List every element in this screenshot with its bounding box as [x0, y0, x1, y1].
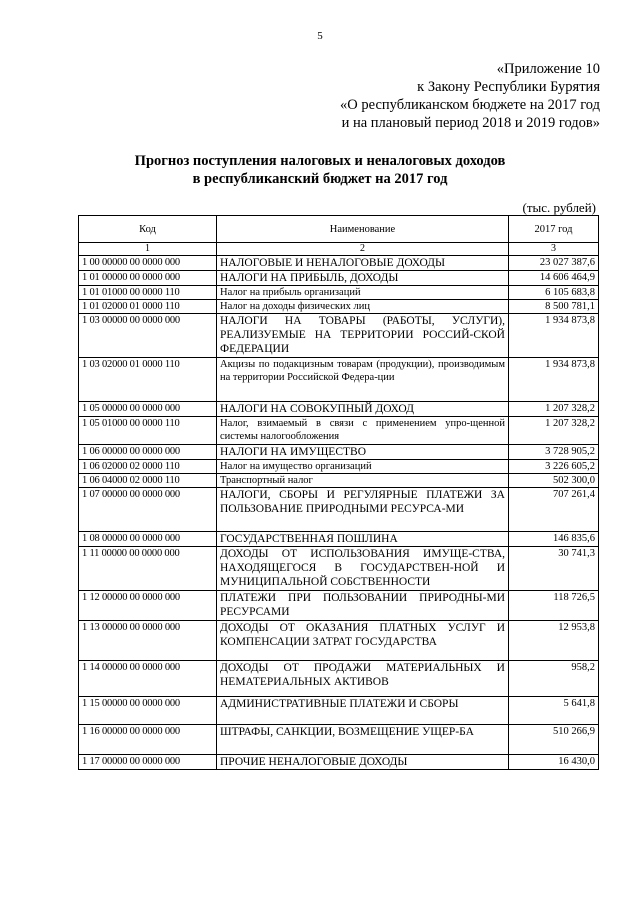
row-value: 146 835,6: [509, 532, 599, 547]
header-code: Код: [79, 216, 217, 243]
row-name: НАЛОГИ НА ПРИБЫЛЬ, ДОХОДЫ: [217, 271, 509, 286]
column-number: 3: [509, 243, 599, 256]
row-code: 1 13 00000 00 0000 000: [79, 621, 217, 661]
appendix-line: «Приложение 10: [496, 61, 600, 77]
row-code: 1 01 01000 00 0000 110: [79, 286, 217, 300]
table-row: [79, 460, 599, 474]
row-code: 1 01 00000 00 0000 000: [79, 271, 217, 286]
row-name: ДОХОДЫ ОТ ИСПОЛЬЗОВАНИЯ ИМУЩЕ-СТВА, НАХОДЯЩЕГОСЯ В ГОСУДАРСТВЕН-НОЙ И МУНИЦИПАЛЬНОЙ СОБСТВЕННОСТИ: [217, 547, 509, 591]
row-name: ПРОЧИЕ НЕНАЛОГОВЫЕ ДОХОДЫ: [217, 755, 509, 770]
row-name: НАЛОГИ, СБОРЫ И РЕГУЛЯРНЫЕ ПЛАТЕЖИ ЗА ПОЛЬЗОВАНИЕ ПРИРОДНЫМИ РЕСУРСА-МИ: [217, 488, 509, 532]
row-code: 1 03 00000 00 0000 000: [79, 314, 217, 358]
table-row: [79, 725, 599, 755]
row-code: 1 17 00000 00 0000 000: [79, 755, 217, 770]
row-code: 1 12 00000 00 0000 000: [79, 591, 217, 621]
table-row: [79, 661, 599, 697]
row-name: Налог на доходы физических лиц: [217, 300, 509, 314]
appendix-line: «О республиканском бюджете на 2017 год: [340, 97, 600, 113]
row-name: Налог на прибыль организаций: [217, 286, 509, 300]
row-name: ГОСУДАРСТВЕННАЯ ПОШЛИНА: [217, 532, 509, 547]
row-code: 1 00 00000 00 0000 000: [79, 256, 217, 271]
table-row: [79, 417, 599, 445]
row-value: 510 266,9: [509, 725, 599, 755]
row-code: 1 06 04000 02 0000 110: [79, 474, 217, 488]
row-code: 1 07 00000 00 0000 000: [79, 488, 217, 532]
table-row: [79, 256, 599, 271]
table-row: [79, 358, 599, 402]
table-row: [79, 621, 599, 661]
table-row: [79, 532, 599, 547]
row-code: 1 01 02000 01 0000 110: [79, 300, 217, 314]
table-row: [79, 286, 599, 300]
row-value: 23 027 387,6: [509, 256, 599, 271]
row-code: 1 03 02000 01 0000 110: [79, 358, 217, 402]
row-value: 1 934 873,8: [509, 314, 599, 358]
row-name: Транспортный налог: [217, 474, 509, 488]
row-name: Налог на имущество организаций: [217, 460, 509, 474]
row-value: 958,2: [509, 661, 599, 697]
title-line: Прогноз поступления налоговых и неналоговых доходов: [134, 153, 506, 169]
row-value: 118 726,5: [509, 591, 599, 621]
row-value: 1 207 328,2: [509, 402, 599, 417]
table-row: [79, 271, 599, 286]
row-value: 707 261,4: [509, 488, 599, 532]
row-value: 1 207 328,2: [509, 417, 599, 445]
row-name: ДОХОДЫ ОТ ОКАЗАНИЯ ПЛАТНЫХ УСЛУГ И КОМПЕНСАЦИИ ЗАТРАТ ГОСУДАРСТВА: [217, 621, 509, 661]
table-row: [79, 697, 599, 725]
column-number-row: [79, 243, 599, 256]
row-code: 1 06 00000 00 0000 000: [79, 445, 217, 460]
table-header-row: [79, 216, 599, 243]
title-line: в республиканский бюджет на 2017 год: [192, 171, 448, 187]
appendix-header: [340, 60, 600, 132]
table-row: [79, 300, 599, 314]
table-row: [79, 474, 599, 488]
row-value: 16 430,0: [509, 755, 599, 770]
table-row: [79, 402, 599, 417]
row-value: 6 105 683,8: [509, 286, 599, 300]
row-code: 1 05 00000 00 0000 000: [79, 402, 217, 417]
row-value: 502 300,0: [509, 474, 599, 488]
header-name: Наименование: [217, 216, 509, 243]
row-value: 8 500 781,1: [509, 300, 599, 314]
table-row: [79, 445, 599, 460]
row-code: 1 05 01000 00 0000 110: [79, 417, 217, 445]
row-name: АДМИНИСТРАТИВНЫЕ ПЛАТЕЖИ И СБОРЫ: [217, 697, 509, 725]
row-name: ПЛАТЕЖИ ПРИ ПОЛЬЗОВАНИИ ПРИРОДНЫ-МИ РЕСУРСАМИ: [217, 591, 509, 621]
column-number: 1: [79, 243, 217, 256]
row-name: НАЛОГОВЫЕ И НЕНАЛОГОВЫЕ ДОХОДЫ: [217, 256, 509, 271]
row-code: 1 15 00000 00 0000 000: [79, 697, 217, 725]
row-value: 1 934 873,8: [509, 358, 599, 402]
row-code: 1 14 00000 00 0000 000: [79, 661, 217, 697]
units-label: (тыс. рублей): [522, 200, 596, 215]
row-value: 3 226 605,2: [509, 460, 599, 474]
row-value: 12 953,8: [509, 621, 599, 661]
row-name: НАЛОГИ НА ТОВАРЫ (РАБОТЫ, УСЛУГИ), РЕАЛИЗУЕМЫЕ НА ТЕРРИТОРИИ РОССИЙ-СКОЙ ФЕДЕРАЦИИ: [217, 314, 509, 358]
row-code: 1 16 00000 00 0000 000: [79, 725, 217, 755]
table-row: [79, 591, 599, 621]
appendix-line: и на плановый период 2018 и 2019 годов»: [341, 115, 600, 131]
page-number: 5: [317, 30, 323, 42]
row-value: 5 641,8: [509, 697, 599, 725]
table-body: [79, 256, 599, 770]
row-value: 30 741,3: [509, 547, 599, 591]
row-value: 3 728 905,2: [509, 445, 599, 460]
row-code: 1 11 00000 00 0000 000: [79, 547, 217, 591]
row-name: Акцизы по подакцизным товарам (продукции), производимым на территории Российской Федера-ции: [217, 358, 509, 402]
revenue-forecast-table: [78, 215, 599, 770]
row-name: Налог, взимаемый в связи с применением упро-щенной системы налогообложения: [217, 417, 509, 445]
table-row: [79, 547, 599, 591]
table-row: [79, 755, 599, 770]
row-name: ДОХОДЫ ОТ ПРОДАЖИ МАТЕРИАЛЬНЫХ И НЕМАТЕРИАЛЬНЫХ АКТИВОВ: [217, 661, 509, 697]
row-code: 1 08 00000 00 0000 000: [79, 532, 217, 547]
table-row: [79, 314, 599, 358]
document-title: [0, 152, 640, 188]
row-name: НАЛОГИ НА ИМУЩЕСТВО: [217, 445, 509, 460]
appendix-line: к Закону Республики Бурятия: [417, 79, 600, 95]
column-number: 2: [217, 243, 509, 256]
row-name: НАЛОГИ НА СОВОКУПНЫЙ ДОХОД: [217, 402, 509, 417]
row-name: ШТРАФЫ, САНКЦИИ, ВОЗМЕЩЕНИЕ УЩЕР-БА: [217, 725, 509, 755]
row-code: 1 06 02000 02 0000 110: [79, 460, 217, 474]
row-value: 14 606 464,9: [509, 271, 599, 286]
header-year: 2017 год: [509, 216, 599, 243]
table-row: [79, 488, 599, 532]
